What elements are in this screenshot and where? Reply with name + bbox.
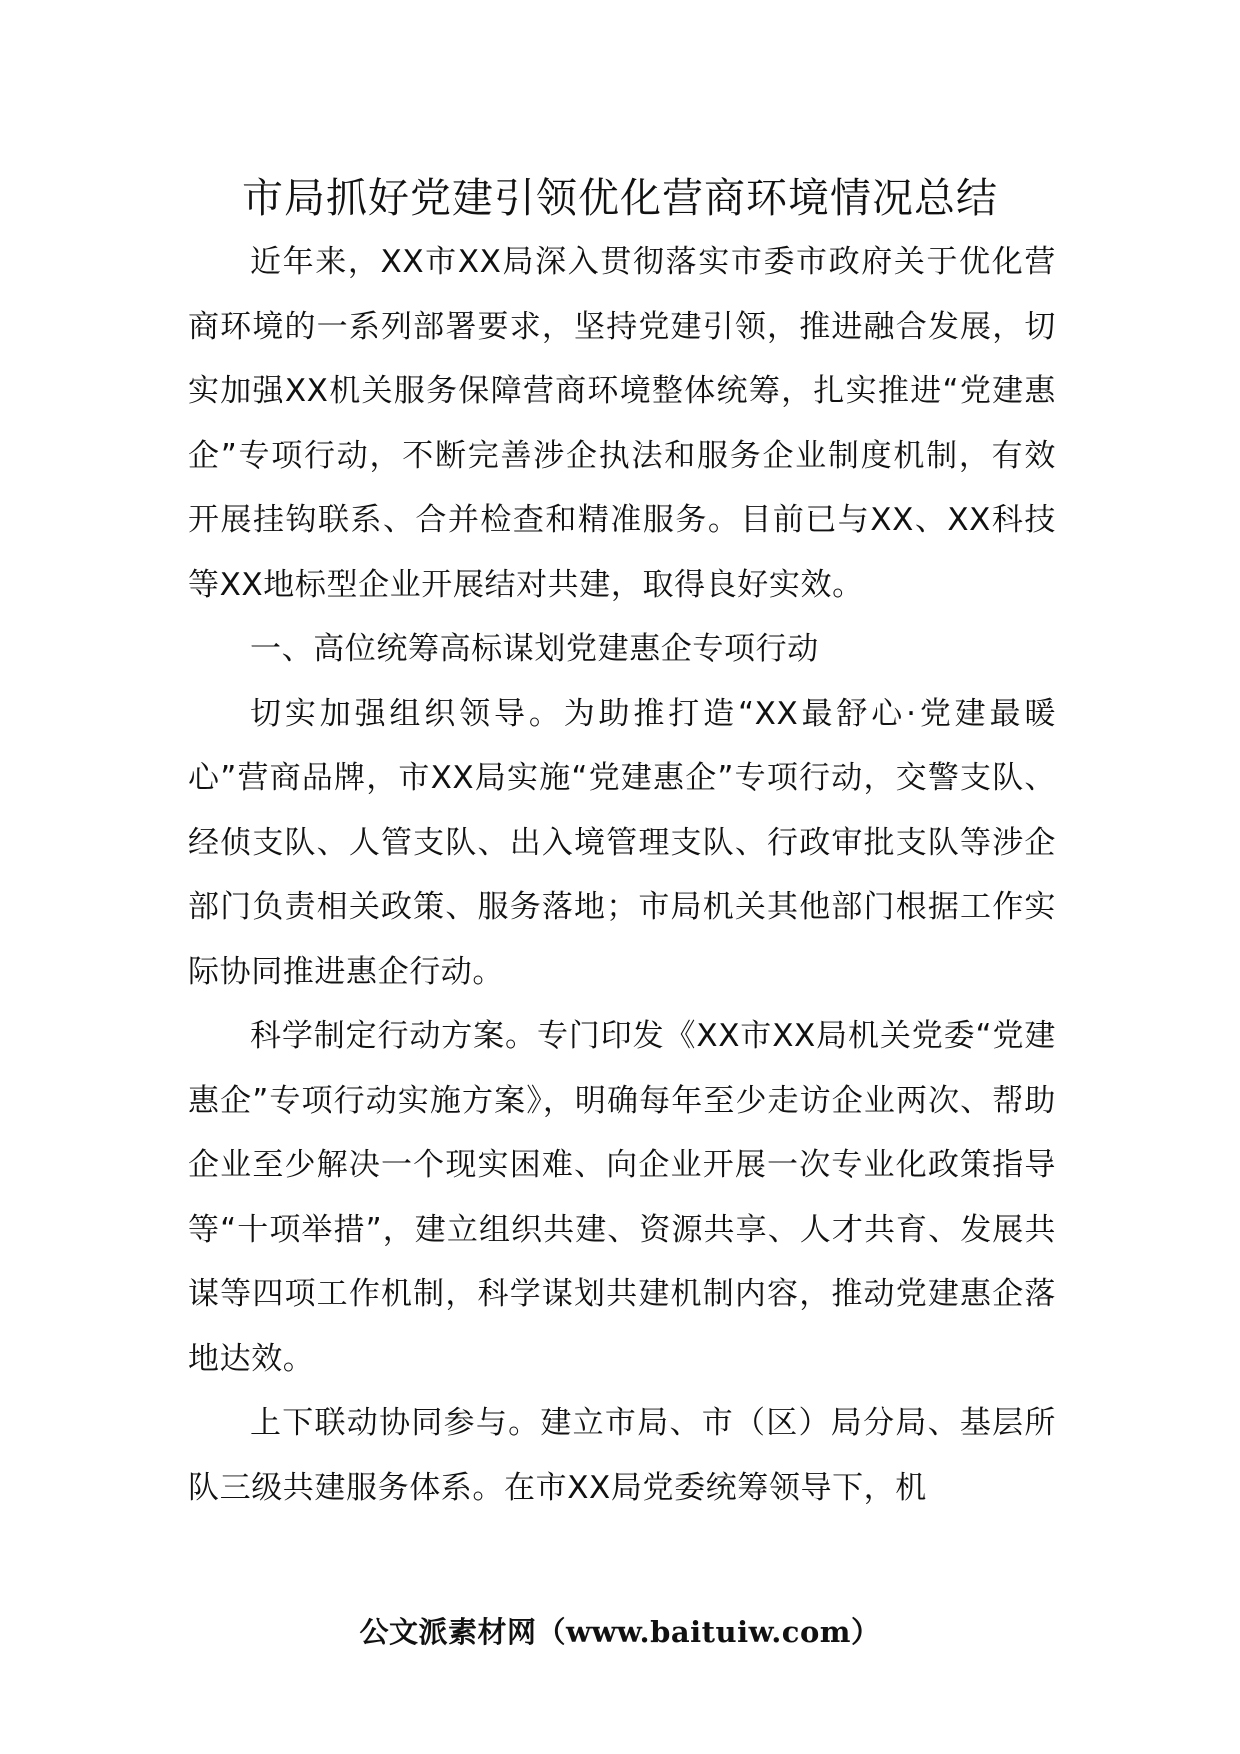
intro-paragraph: 近年来，XX市XX局深入贯彻落实市委市政府关于优化营商环境的一系列部署要求，坚持党建引领，推进融合发展，切实加强XX机关服务保障营商环境整体统筹，扎实推进“党建惠企”专项行动，不断完善涉企执法和服务企业制度机制，有效开展挂钩联系、合并检查和精准服务。目前已与XX、XX科技等XX地标型企业开展结对共建，取得良好实效。 bbox=[188, 244, 1056, 603]
paragraph-coordination: 上下联动协同参与。建立市局、市（区）局分局、基层所队三级共建服务体系。在市XX局党委统筹领导下，机 bbox=[188, 1405, 1056, 1506]
section-heading-1: 一、高位统筹高标谋划党建惠企专项行动 bbox=[250, 631, 819, 667]
document-title: 市局抓好党建引领优化营商环境情况总结 bbox=[242, 174, 998, 222]
paragraph-action-plan: 科学制定行动方案。专门印发《XX市XX局机关党委“党建惠企”专项行动实施方案》，明确每年至少走访企业两次、帮助企业至少解决一个现实困难、向企业开展一次专业化政策指导等“十项举措”，建立组织共建、资源共享、人才共育、发展共谋等四项工作机制，科学谋划共建机制内容，推动党建惠企落地达效。 bbox=[188, 1018, 1056, 1377]
document-body bbox=[188, 230, 1056, 1520]
footer-watermark: 公文派素材网（www.baituiw.com） bbox=[359, 1615, 881, 1649]
paragraph-organization-leadership: 切实加强组织领导。为助推打造“XX最舒心·党建最暖心”营商品牌，市XX局实施“党建惠企”专项行动，交警支队、经侦支队、人管支队、出入境管理支队、行政审批支队等涉企部门负责相关政策、服务落地；市局机关其他部门根据工作实际协同推进惠企行动。 bbox=[188, 695, 1056, 990]
